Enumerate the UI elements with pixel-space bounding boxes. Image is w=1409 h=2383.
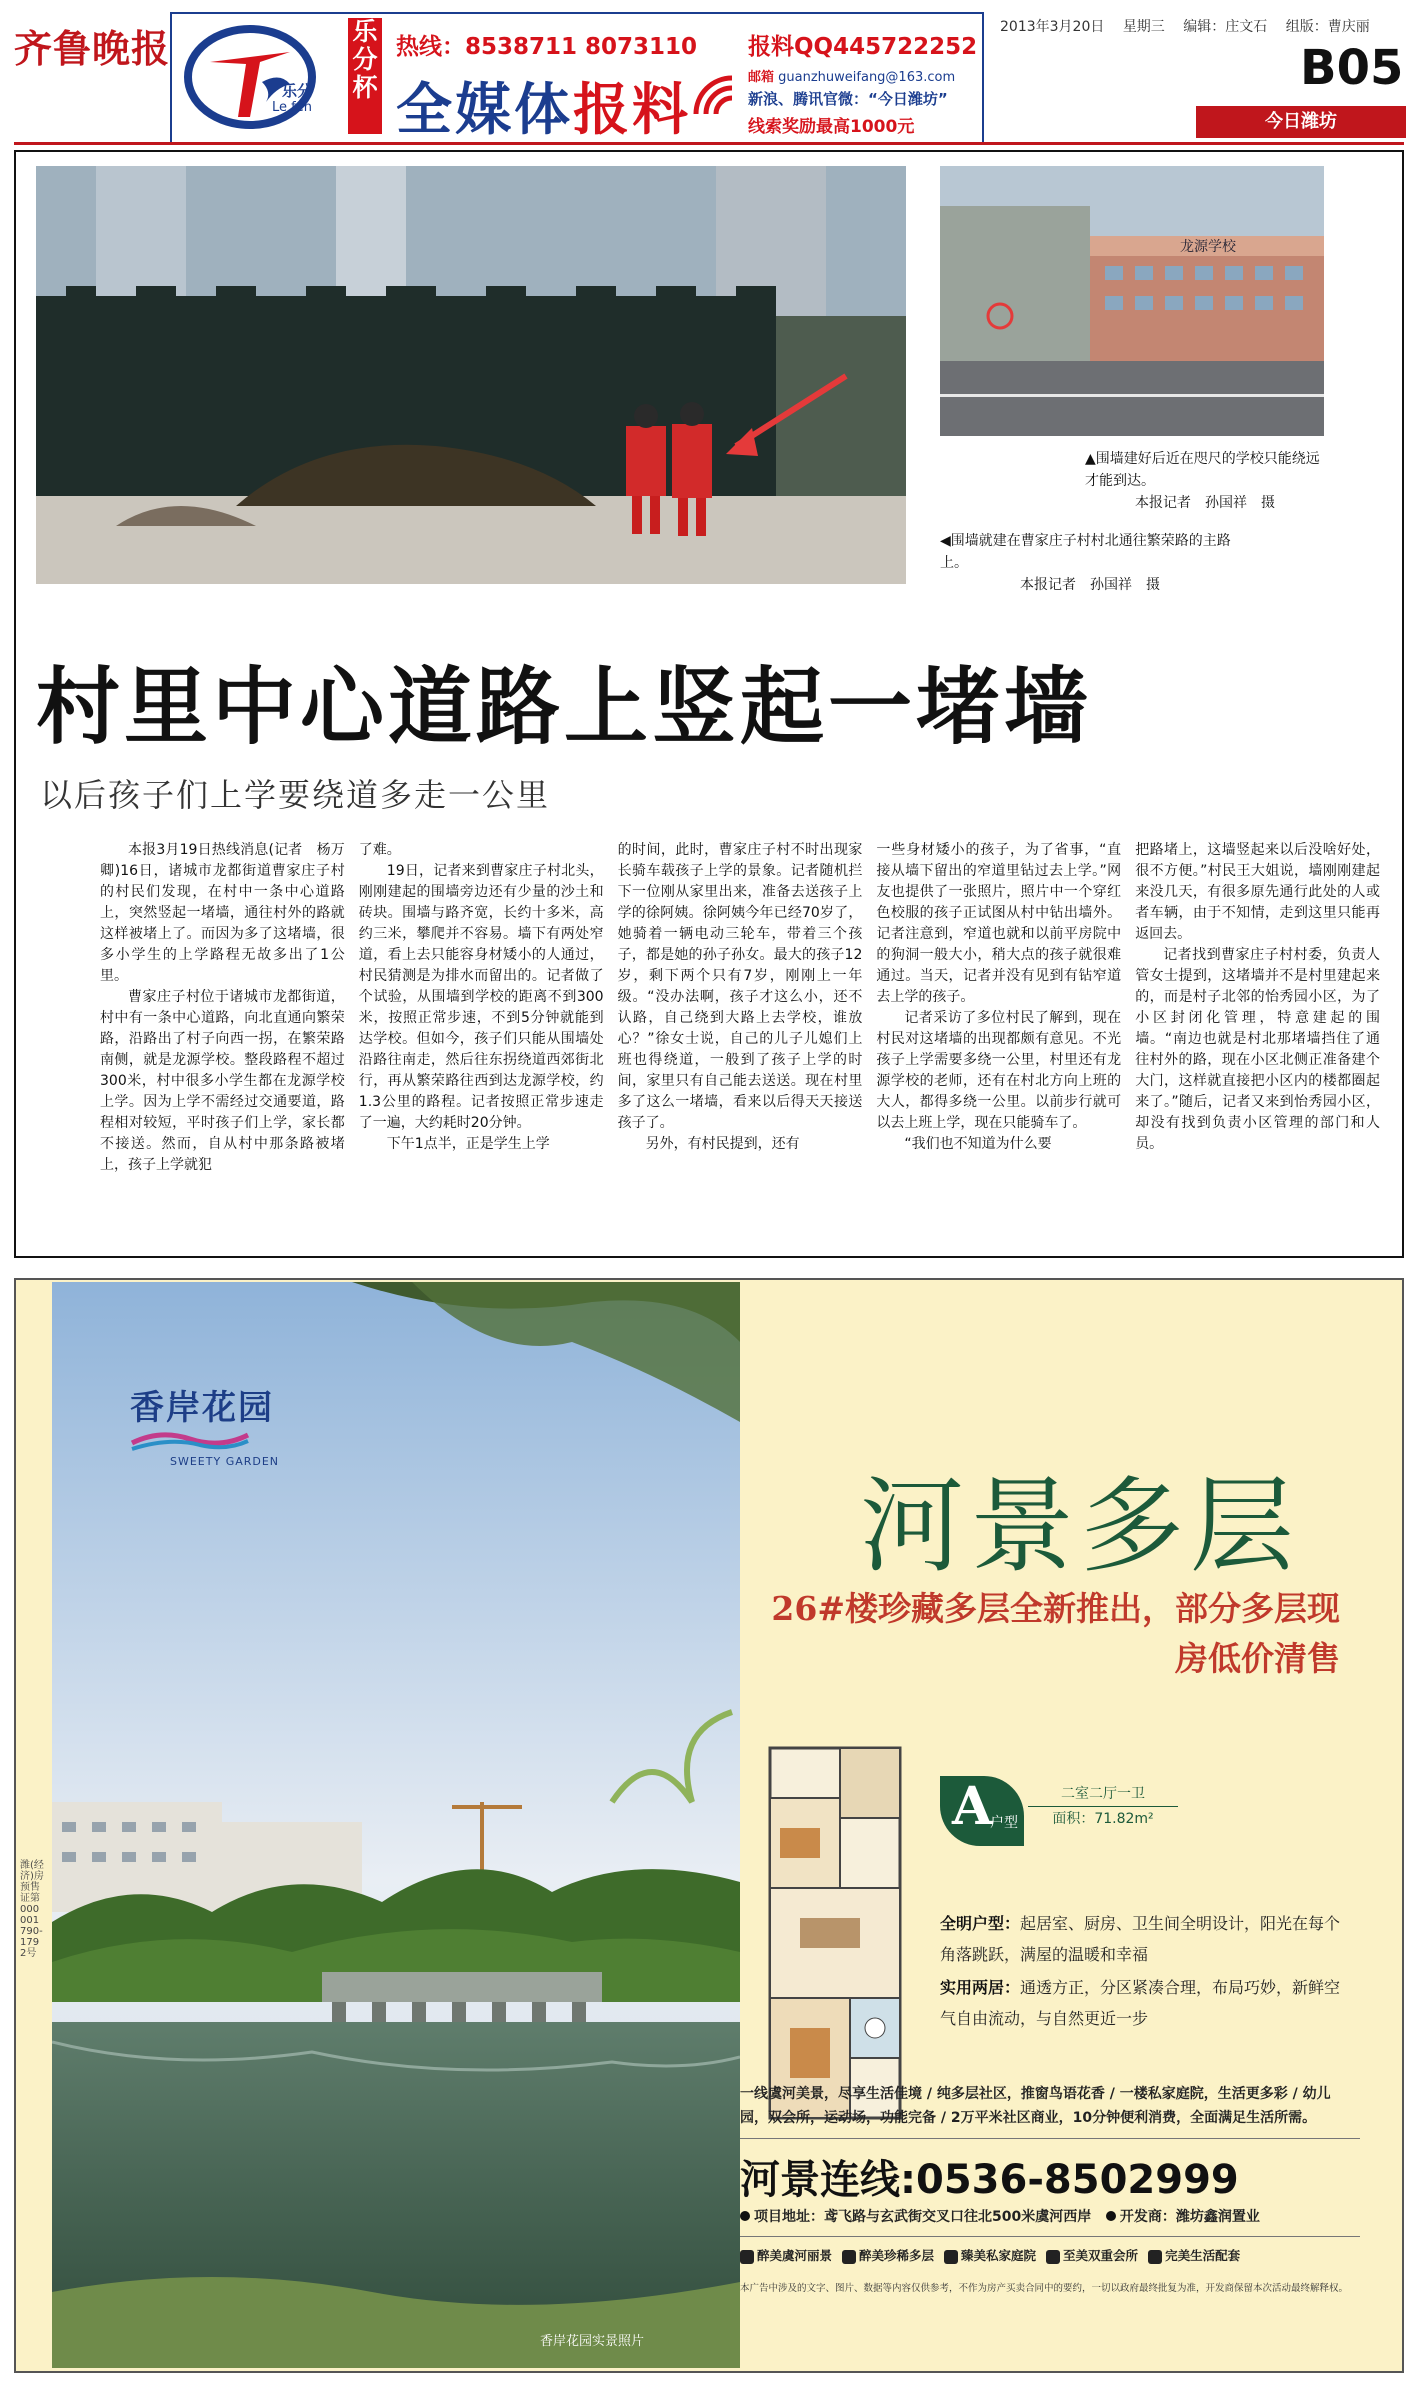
- caption-side-credit: 本报记者 孙国祥 摄: [1135, 495, 1275, 511]
- paragraph: 记者采访了多位村民了解到，现在村民对这堵墙的出现都颇有意见。不光孩子上学需要多绕一公里，村里还有龙源学校的老师，还有在村北方向上班的大人，都得多绕一公里。以前步行就可以去上班上学，现在只能骑车了。: [876, 1010, 1122, 1131]
- issue-date: 2013年3月20日: [1000, 19, 1105, 35]
- hotline-banner-ad: [170, 12, 984, 144]
- selling-point-label: 臻美私家庭院: [961, 2248, 1037, 2263]
- tip-reward: 线索奖励最高1000元: [748, 117, 915, 137]
- lefen-logo: [180, 22, 330, 132]
- feature-label: 全明户型：: [940, 1914, 1021, 1933]
- feature-text: 通透方正，分区紧凑合理，布局巧妙，新鲜空气自由流动，与自然更近一步: [940, 1978, 1341, 2028]
- caption-main-text: ◀围墙就建在曹家庄子村村北通往繁荣路的主路上。: [940, 533, 1231, 571]
- photo-caption-side: [1085, 448, 1325, 514]
- article-column: [1135, 840, 1380, 1240]
- addr-label: 项目地址：: [754, 2209, 824, 2225]
- divider: [740, 2236, 1360, 2237]
- tag-icon: [740, 2250, 754, 2264]
- paragraph: 19日，记者来到曹家庄子村北头，刚刚建起的围墙旁边还有少量的沙土和砖块。围墙与路齐宽，长约十多米，高约三米，攀爬并不容易。墙下有两处窄道，看上去只能容身材矮小的人通过，村民猜测是为排水而留出的。记者做了个试验，从围墙到学校的距离不到300米，按照正常步速，不到5分钟就能到达学校。但如今，孩子们只能从围墙处沿路往南走，然后往东拐绕道西郊街北行，再从繁荣路往西到达龙源学校，约1.3公里的路程。记者按照正常步速走了一遍，大约耗时20分钟。: [358, 863, 604, 1131]
- ad-disclaimer: 本广告中涉及的文字、图片、数据等内容仅供参考，不作为房产买卖合同中的要约，一切以政府最终批复为准，开发商保留本次活动最终解释权。: [740, 2283, 1349, 2294]
- issue-editor: 编辑：庄文石: [1183, 19, 1268, 35]
- sales-phone: 河景连线:0536-8502999: [740, 2157, 1239, 2203]
- selling-point: [842, 2246, 934, 2264]
- paragraph: 一些身材矮小的孩子，为了省事，“直接从墙下留出的窄道里钻过去上学。”网友也提供了一张照片，照片中一个穿红色校服的孩子正试图从村中钻出墙外。记者注意到，窄道也就和以前平房院中的狗洞一般大小，稍大点的孩子就很难通过。当天，记者并没有见到有钻窄道去上学的孩子。: [876, 842, 1122, 1005]
- unit-layout: 二室二厅一卫: [1061, 1786, 1145, 1802]
- presale-permit-text: 潍(经济)房预售证第000001790-1792号: [20, 1860, 44, 1959]
- page-number: B05: [1300, 40, 1404, 96]
- wall-photo: [36, 166, 906, 584]
- unit-info: [1028, 1782, 1178, 1831]
- paragraph: 的时间，此时，曹家庄子村不时出现家长骑车载孩子上学的景象。记者随机拦下一位刚从家里出来，准备去送孩子上学的徐阿姨。徐阿姨今年已经70岁了，她骑着一辆电动三轮车，带着三个孩子，都是她的孙子孙女。最大的孩子12岁，剩下两个只有7岁，刚刚上一年级。“没办法啊，孩子才这么小，还不认路，自己绕到大路上去学校，谁放心？”徐女士说，自己的儿子儿媳们上班也得绕道，一般到了孩子上学的时间，家里只有自己能去送送。现在村里多了这么一堵墙，看来以后得天天接送孩子了。: [617, 842, 863, 1131]
- addr-value: 鸢飞路与玄武街交叉口往北500米虞河西岸: [824, 2209, 1092, 2225]
- feature-practical: [940, 1972, 1350, 2034]
- bullet-icon: [740, 2211, 750, 2221]
- article-subhead: 以后孩子们上学要绕道多走一公里: [40, 776, 551, 814]
- report-email: [748, 66, 955, 85]
- issue-layout: 组版：曹庆丽: [1285, 19, 1370, 35]
- ad-promo-line: 26#楼珍藏多层全新推出，部分多层现房低价清售: [771, 1589, 1340, 1678]
- photo-caption-main: [940, 530, 1240, 596]
- paragraph: 曹家庄子村位于诸城市龙都街道，村中有一条中心道路，向北直通向繁荣路，沿路出了村子向西一拐，在繁荣路南侧，就是龙源学校。整段路程不超过300米，村中很多小学生都在龙源学校上学。因为上学不需经过交通要道，路程相对较短，平时孩子们上学，家长都不接送。然而，自从村中那条路被堵上，孩子上学就犯: [100, 989, 345, 1173]
- bullet-icon: [1106, 2211, 1116, 2221]
- selling-point: [1148, 2246, 1240, 2264]
- unit-letter-box: [940, 1776, 1024, 1846]
- selling-point-label: 醉美珍稀多层: [859, 2248, 935, 2263]
- official-weibo: 新浪、腾讯官微：“今日潍坊”: [748, 90, 948, 108]
- tag-icon: [1046, 2250, 1060, 2264]
- brand-name-en: SWEETY GARDEN: [170, 1455, 280, 1468]
- unit-letter: A: [952, 1776, 993, 1837]
- caption-side-text: ▲围墙建好后近在咫尺的学校只能绕远才能到达。: [1085, 451, 1320, 489]
- selling-point-label: 至美双重会所: [1063, 2248, 1139, 2263]
- selling-point: [1046, 2246, 1138, 2264]
- unit-area: 面积：71.82m²: [1028, 1806, 1178, 1831]
- allmedia-part-a: 全媒体: [396, 78, 573, 143]
- brand-vertical: 乐分杯: [348, 18, 382, 134]
- article-column: [876, 840, 1121, 1240]
- selling-point: [740, 2246, 832, 2264]
- brand-name-cn: 香岸花园: [130, 1388, 274, 1428]
- signal-icon: [692, 74, 736, 118]
- tag-icon: [1148, 2250, 1162, 2264]
- selling-point-label: 完美生活配套: [1165, 2248, 1241, 2263]
- report-qq: 报料QQ445722252: [748, 34, 978, 60]
- allmedia-title: [396, 66, 691, 144]
- garden-brand-logo: [130, 1380, 279, 1468]
- selling-point-label: 醉美虞河丽景: [757, 2248, 833, 2263]
- article-body: [100, 840, 1380, 1240]
- floor-plan-diagram: [760, 1738, 910, 2128]
- paragraph: 把路堵上，这墙竖起来以后没啥好处，很不方便。”村民王大姐说，墙刚刚建起来没几天，有很多原先通行此处的人或者车辆，由于不知情，走到这里只能再返回去。: [1135, 842, 1380, 942]
- article-column: [359, 840, 604, 1240]
- article-headline: 村里中心道路上竖起一堵墙: [36, 658, 1093, 756]
- tag-icon: [842, 2250, 856, 2264]
- feature-label: 实用两居：: [940, 1978, 1021, 1997]
- project-address: [740, 2206, 1360, 2226]
- paragraph: 本报3月19日热线消息(记者 杨万卿)16日，诸城市龙都街道曹家庄子村的村民们发现，在村中一条中心道路上，突然竖起一堵墙，通往村外的路就这样被堵上了。而因为多了这堵墙，很多小学生的上学路程无故多出了1公里。: [100, 842, 345, 984]
- school-street-photo: [940, 166, 1324, 436]
- email-label: 邮箱: [748, 70, 775, 85]
- brand-wave-icon: [130, 1429, 250, 1451]
- photo-credit-caption: 香岸花园实景照片: [540, 2334, 645, 2349]
- header-rule: [14, 142, 1404, 145]
- paragraph: 下午1点半，正是学生上学: [386, 1136, 550, 1152]
- selling-point: [944, 2246, 1036, 2264]
- feature-text: 起居室、厨房、卫生间全明设计，阳光在每个角落跳跃，满屋的温暖和幸福: [940, 1914, 1341, 1964]
- divider: [740, 2138, 1360, 2139]
- unit-suffix: 户型: [990, 1815, 1018, 1831]
- paragraph: “我们也不知道为什么要: [904, 1136, 1052, 1152]
- tag-icon: [944, 2250, 958, 2264]
- paragraph: 另外，有村民提到，还有: [645, 1136, 800, 1152]
- ad-main-title: 河景多层: [860, 1465, 1301, 1587]
- lifestyle-blurb: 一线虞河美景，尽享生活佳境 / 纯多层社区，推窗鸟语花香 / 一楼私家庭院，生活更多彩 / 幼儿园，双会所，运动场，功能完备 / 2万平米社区商业，10分钟便利消费，全面满足生活所需。: [740, 2086, 1331, 2126]
- section-tab: 今日潍坊: [1196, 106, 1406, 138]
- newspaper-masthead: 齐鲁晚报: [14, 26, 171, 71]
- logo-en: Le fen: [272, 100, 312, 115]
- developer-value: 潍坊鑫润置业: [1175, 2209, 1260, 2225]
- allmedia-part-b: 报料: [573, 78, 691, 143]
- article-column: [618, 840, 863, 1240]
- paragraph: 了难。: [358, 842, 401, 858]
- selling-points: [740, 2246, 1360, 2264]
- issue-meta: [1000, 16, 1384, 36]
- hotline-numbers: 热线：8538711 8073110: [396, 34, 698, 60]
- feature-bright-layout: [940, 1908, 1350, 1970]
- school-sign: 龙源学校: [1180, 239, 1236, 255]
- caption-main-credit: 本报记者 孙国祥 摄: [1020, 577, 1160, 593]
- developer-label: 开发商：: [1119, 2209, 1176, 2225]
- paragraph: 记者找到曹家庄子村村委，负责人管女士提到，这堵墙并不是村里建起来的，而是村子北邻的怡秀园小区，为了小区封闭化管理，特意建起的围墙。“南边也就是村北那堵墙挡住了通往村外的路，现在小区北侧正准备建个大门，这样就直接把小区内的楼都圈起来了。”随后，记者又来到怡秀园小区，却没有找到负责小区管理的部门和人员。: [1135, 947, 1380, 1152]
- article-column: [100, 840, 345, 1240]
- email-address: guanzhuweifang@163.com: [778, 70, 956, 85]
- logo-text: 乐分: [282, 82, 313, 100]
- issue-weekday: 星期三: [1122, 19, 1165, 35]
